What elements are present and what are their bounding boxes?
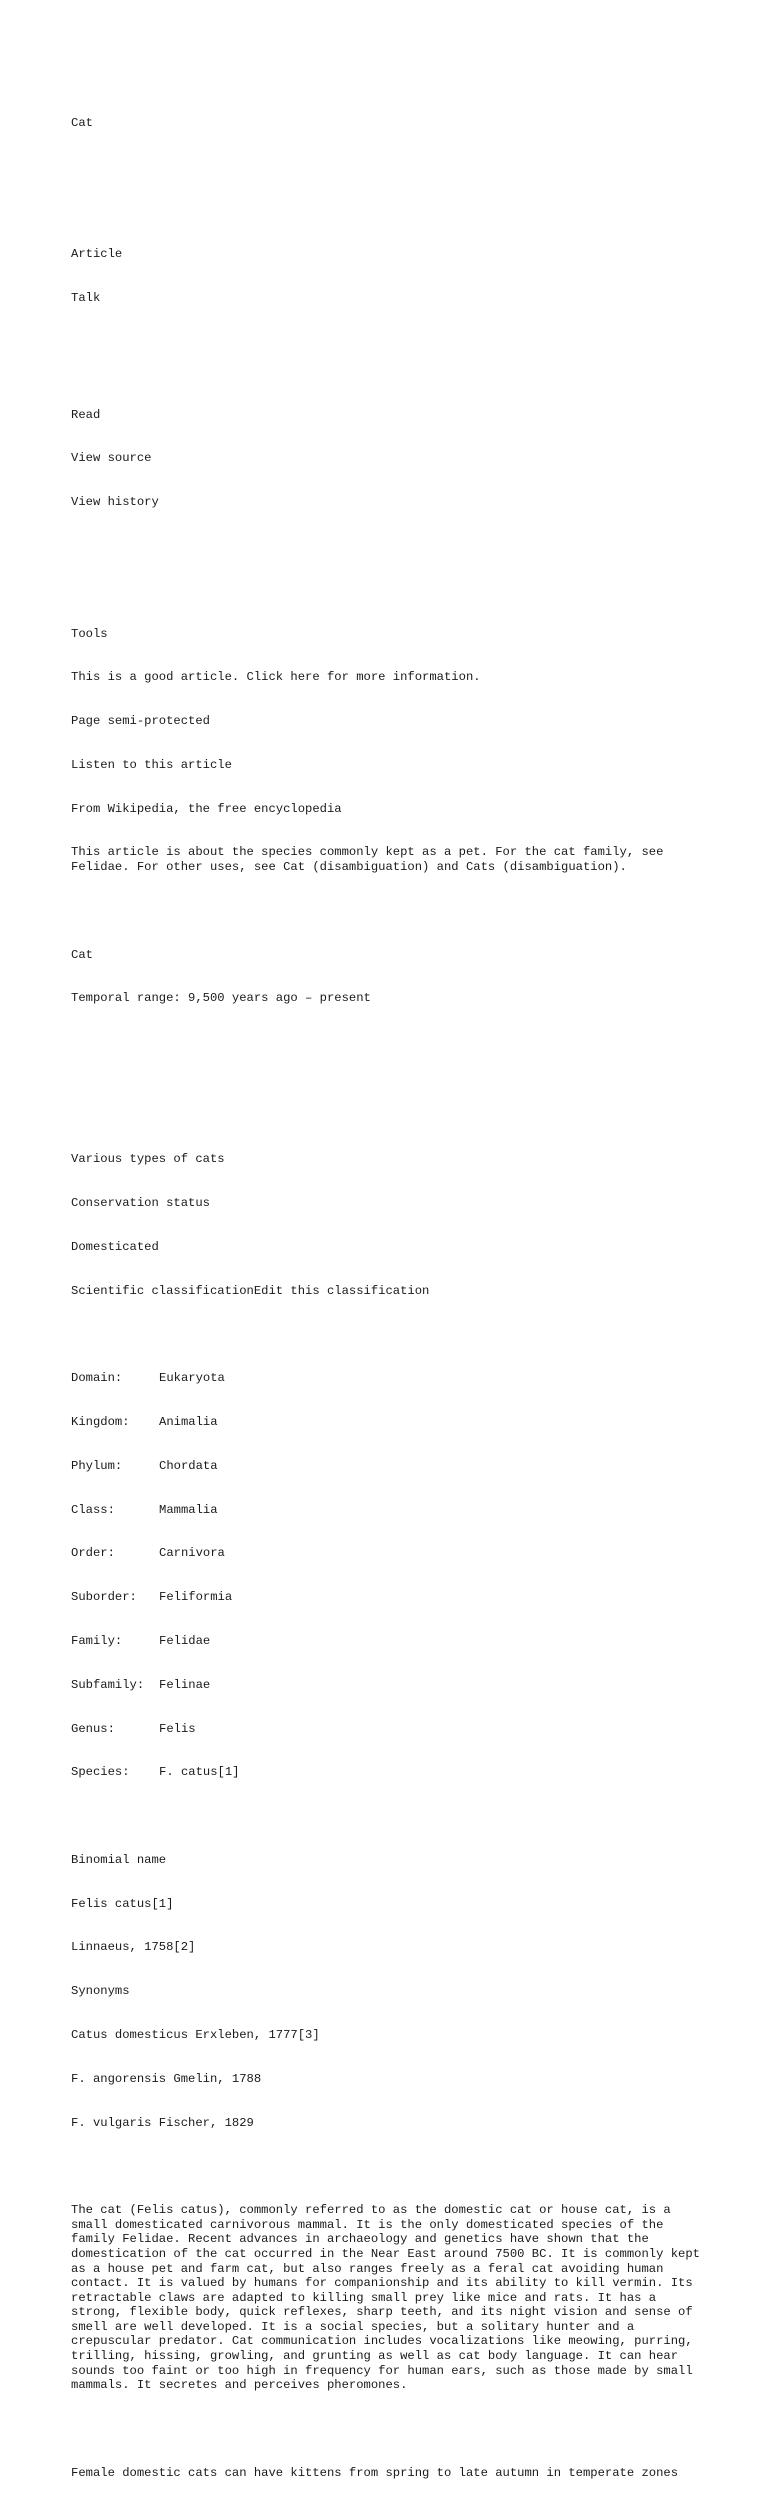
infobox-title: Cat xyxy=(71,947,93,962)
view-tabs xyxy=(71,378,711,539)
synonym-item: F. vulgaris Fischer, 1829 xyxy=(71,2115,254,2130)
good-article-indicator[interactable]: This is a good article. Click here for more information. xyxy=(71,670,481,685)
taxonomy-row xyxy=(71,1678,711,1693)
taxonomy-value[interactable]: Felidae xyxy=(159,1633,211,1648)
taxonomy-rank: Family: xyxy=(71,1633,123,1648)
taxonomy-row xyxy=(71,1459,711,1474)
taxonomy-rank: Subfamily: xyxy=(71,1677,145,1692)
spacer xyxy=(71,2422,711,2437)
taxonomy-value[interactable]: Eukaryota xyxy=(159,1371,225,1386)
taxonomy-rank: Domain: xyxy=(71,1371,123,1386)
taxonomy-rank: Order: xyxy=(71,1546,115,1561)
tab-read[interactable]: Read xyxy=(71,407,101,422)
tab-article[interactable]: Article xyxy=(71,247,123,262)
tab-view-source[interactable]: View source xyxy=(71,451,152,466)
taxonomy-rank: Class: xyxy=(71,1502,115,1517)
site-tagline: From Wikipedia, the free encyclopedia xyxy=(71,801,342,816)
taxonomy-row xyxy=(71,1546,711,1561)
taxonomy-value[interactable]: Felis xyxy=(159,1721,196,1736)
tools-menu[interactable]: Tools xyxy=(71,626,108,641)
taxonomy-row xyxy=(71,1722,711,1737)
synonyms-heading[interactable]: Synonyms xyxy=(71,1984,130,1999)
spacer xyxy=(71,568,711,583)
taxonomy-table xyxy=(71,1342,711,1809)
temporal-range: Temporal range: 9,500 years ago – present xyxy=(71,991,371,1006)
synonym-item: Catus domesticus Erxleben, 1777[3] xyxy=(71,2028,320,2042)
taxonomy-value[interactable]: Animalia xyxy=(159,1415,218,1430)
binomial-heading[interactable]: Binomial name xyxy=(71,1852,167,1867)
taxonomy-row xyxy=(71,1634,711,1649)
tab-talk[interactable]: Talk xyxy=(71,290,101,305)
taxonomy-row xyxy=(71,1415,711,1430)
conservation-heading[interactable]: Conservation status xyxy=(71,1196,210,1211)
taxonomy-row xyxy=(71,1371,711,1386)
binomial-name: Felis catus[1] xyxy=(71,1896,174,1911)
namespace-tabs xyxy=(71,218,711,335)
second-paragraph: Female domestic cats can have kittens from spring to late autumn in temperate zones xyxy=(71,2465,679,2480)
taxonomy-row xyxy=(71,1590,711,1605)
infobox xyxy=(71,918,711,2159)
taxonomy-row xyxy=(71,1503,711,1518)
binomial-authority[interactable]: Linnaeus, 1758[2] xyxy=(71,1940,196,1955)
protection-indicator[interactable]: Page semi-protected xyxy=(71,714,210,729)
taxonomy-value[interactable]: Carnivora xyxy=(159,1546,225,1561)
synonym-item: F. angorensis Gmelin, 1788 xyxy=(71,2071,262,2086)
taxonomy-rank: Genus: xyxy=(71,1721,115,1736)
classification-heading[interactable]: Scientific classificationEdit this classification xyxy=(71,1283,430,1298)
spacer xyxy=(71,160,711,175)
taxonomy-rank: Species: xyxy=(71,1765,130,1780)
taxonomy-value[interactable]: F. catus[1] xyxy=(159,1765,240,1780)
taxonomy-value[interactable]: Mammalia xyxy=(159,1502,218,1517)
lead-paragraph: The cat (Felis catus), commonly referred to as the domestic cat or house cat, is a small domesticated carnivorous mammal. It is the only domesticated species of the family Felidae. Recent advances in archaeology and genetics have shown that the domestication of the cat occurred in the Near East around 7500 BC. It is commonly kept as a house pet and farm cat, but also ranges freely as a feral cat avoiding human contact. It is valued by humans for companionship and its ability to kill vermin. Its retractable claws are adapted to killing small prey like mice and rats. It has a strong, flexible body, quick reflexes, sharp teeth, and its night vision and sense of smell are well developed. It is a social species, but a solitary hunter and a crepuscular predator. Cat communication includes vocalizations like meowing, purring, trilling, hissing, growling, and grunting as well as cat body language. It can hear sounds too faint or too high in frequency for human ears, such as those made by small mammals. It secretes and perceives pheromones. xyxy=(71,2203,708,2393)
taxonomy-rank: Phylum: xyxy=(71,1458,123,1473)
article-page xyxy=(71,72,711,2510)
taxonomy-value[interactable]: Felinae xyxy=(159,1677,211,1692)
taxonomy-row xyxy=(71,1765,711,1780)
image-caption: Various types of cats xyxy=(71,1152,225,1167)
conservation-value[interactable]: Domesticated xyxy=(71,1239,159,1254)
taxonomy-rank: Suborder: xyxy=(71,1590,137,1605)
taxonomy-rank: Kingdom: xyxy=(71,1415,130,1430)
listen-indicator[interactable]: Listen to this article xyxy=(71,757,232,772)
tab-view-history[interactable]: View history xyxy=(71,495,159,510)
hatnote: This article is about the species commonly kept as a pet. For the cat family, see Felidae. For other uses, see Cat (disambiguation) and Cats (disambiguation). xyxy=(71,845,671,875)
taxonomy-value[interactable]: Feliformia xyxy=(159,1590,233,1605)
page-title: Cat xyxy=(71,115,93,130)
infobox-image[interactable] xyxy=(71,1035,711,1123)
taxonomy-value[interactable]: Chordata xyxy=(159,1458,218,1473)
